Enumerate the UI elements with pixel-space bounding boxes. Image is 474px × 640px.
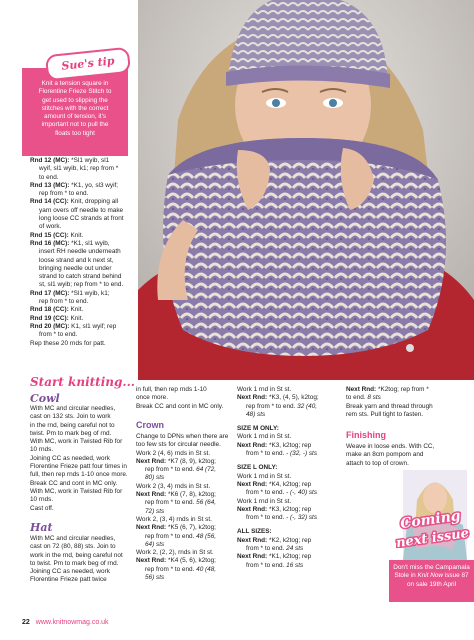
finishing-heading: Finishing (346, 430, 386, 440)
stitch-count: - (-, 40) sts (286, 489, 318, 497)
pattern-row-text: *Sl1 wyib, sl1 (69, 157, 110, 164)
hat-heading: Hat (30, 521, 53, 534)
col3-line (237, 489, 341, 497)
hat-line: to twist. Pm to mark beg of rnd. (30, 559, 119, 567)
cowl-line: cast on 132 sts. Join to work (30, 413, 111, 421)
pattern-row-line (30, 273, 136, 281)
col3-line (237, 553, 341, 561)
tip-line: get used to slipping the (42, 96, 108, 104)
start-knitting-heading: Start knitting... (30, 375, 135, 389)
col3-line (237, 425, 341, 433)
tip-line: stitches with the correct (41, 104, 109, 112)
tip-body (26, 80, 124, 138)
instruction-text: *K3, k2tog; rep (267, 441, 312, 449)
cowl-line: 10 rnds. (30, 496, 54, 504)
instruction-text: rep from * to end. (145, 466, 197, 474)
crown-line (136, 433, 230, 441)
crown-line (136, 441, 230, 449)
crown-line (136, 458, 230, 466)
hat-line: With MC and circular needles, (30, 535, 116, 542)
crown-line (136, 483, 230, 491)
col3-line (237, 514, 341, 522)
intro-line: Break CC and cont in MC only. (136, 402, 224, 410)
cowl-line: Break CC and cont in MC only. (30, 479, 118, 487)
stitch-count: 80) sts (145, 474, 165, 482)
pattern-row-text: *K1, sl1 wyib, (69, 239, 110, 247)
col3-line (237, 498, 341, 506)
crown-line (136, 474, 230, 482)
pattern-row-text: Knit. (68, 306, 84, 314)
column-2-intro (136, 386, 230, 411)
instruction-text: too few sts for circular needle. (136, 441, 221, 449)
tip-line: floats too tight (55, 129, 95, 137)
hat-line: work in the rnd, being careful not (30, 551, 123, 559)
instruction-text: *K2, k2tog; rep (267, 536, 312, 544)
size-heading: ALL SIZES: (237, 528, 272, 536)
coming-next-issue-banner (389, 506, 474, 548)
next-rnd-label: Next Rnd: (237, 480, 268, 488)
pattern-row-line (30, 248, 136, 256)
crown-line (136, 524, 230, 532)
crown-line (136, 557, 230, 565)
pattern-row-label: Rnd 14 (CC): (30, 198, 69, 206)
crown-line (136, 450, 230, 458)
pattern-row-text: wyif, sl1 wyib, k1; rep from * (39, 165, 119, 173)
instruction-text: *K3, k2tog; rep (267, 505, 312, 513)
hat-line: cast on 72 (80, 88) sts. Join to (30, 543, 116, 551)
pattern-row-label: Rnd 19 (CC): (30, 314, 69, 322)
stitch-count: 32 (40, (297, 402, 318, 410)
finishing-line: Weave in loose ends. With CC, (346, 443, 435, 450)
tip-line: Florentine Frieze Stitch to (38, 88, 112, 96)
stitch-count: 72) sts (145, 507, 165, 515)
hat-line: Florentine Frieze patt twice (30, 576, 107, 584)
intro-line: in full, then rep rnds 1-10 (136, 386, 207, 393)
website-url[interactable]: www.knitnowmag.co.uk (35, 619, 109, 626)
col3-line (237, 394, 341, 402)
crown-line (136, 566, 230, 574)
next-rnd-label: Next Rnd: (237, 394, 268, 402)
hat-line: Joining CC as needed, work (30, 568, 110, 576)
instruction-text: from * to end. (246, 545, 287, 553)
pattern-row-line (30, 215, 136, 223)
instruction-text: Work 2 (4, 6) rnds in St st. (136, 449, 211, 457)
pattern-rows (30, 157, 136, 348)
cowl-line: Florentine Frieze patt four times in (30, 463, 127, 471)
finishing-line: attach to top of crown. (346, 459, 409, 467)
next-rnd-label: Next Rnd: (136, 557, 167, 565)
pattern-row-text: K1, sl1 wyif; rep (69, 322, 117, 330)
pattern-row-label: Rnd 20 (MC): (30, 322, 70, 330)
crown-line (136, 508, 230, 516)
crown-line (136, 533, 230, 541)
pattern-row-text: Knit. (68, 231, 84, 239)
finishing-instructions (346, 443, 456, 468)
instruction-text: Work 2, (3, 4) rnds in St st. (136, 515, 212, 523)
cowl-line: Joining CC as needed, work (30, 454, 110, 462)
next-issue-box (389, 560, 474, 602)
pattern-row-line (30, 257, 136, 265)
next-issue-line3: on sale 19th April (406, 580, 457, 588)
pattern-row-line (30, 165, 136, 173)
pattern-row-text: rep from * to end. (39, 298, 89, 306)
pattern-row-line (30, 281, 136, 289)
pattern-row-line (30, 198, 136, 206)
stitch-count: - (-, 32) sts (286, 514, 318, 522)
pattern-row-text: long loose CC strands at front (39, 215, 124, 223)
col3-line (237, 506, 341, 514)
cowl-line: With MC and circular needles, (30, 405, 116, 412)
pattern-row-line (30, 190, 136, 198)
crown-line (136, 499, 230, 507)
pattern-row-line (30, 323, 136, 331)
instruction-text: Work 2, (2, 2), rnds in St st. (136, 549, 214, 557)
cowl-line: Cast off. (30, 504, 54, 512)
instruction-text: from * to end. (246, 561, 287, 569)
col3-line (237, 537, 341, 545)
cowl-line: 10 rnds. (30, 446, 54, 454)
pattern-row-line (30, 240, 136, 248)
pattern-row-line (30, 174, 136, 182)
model-illustration (138, 0, 474, 380)
next-rnd-label: Next Rnd: (136, 524, 167, 532)
cowl-line: With MC, work in Twisted Rib for (30, 438, 123, 446)
pattern-row-line (30, 315, 136, 323)
col4-line (346, 386, 456, 394)
pattern-row-label: Rnd 18 (CC): (30, 306, 69, 314)
stitch-count: 8 sts (367, 394, 381, 402)
pattern-row-text: bringing needle out under (39, 264, 112, 272)
cowl-instructions (30, 405, 140, 513)
instruction-text: Break yarn and thread through (346, 402, 433, 410)
pattern-row-text: strand to catch strand behind (39, 273, 122, 281)
pattern-row-line (30, 306, 136, 314)
pattern-row-line (30, 331, 136, 339)
page-footer (22, 618, 109, 627)
stitch-count: 64) sts (145, 540, 165, 548)
stitch-count: 56) sts (145, 574, 165, 582)
instruction-text: rem sts. Pull tight to fasten. (346, 410, 424, 418)
next-issue-line1: Don't miss the Campamala (393, 564, 470, 571)
pattern-row-line (30, 232, 136, 240)
next-rnd-label: Next Rnd: (237, 441, 268, 449)
instruction-text: Work 1 rnd in St st. (237, 386, 292, 393)
cowl-line: twist. Pm to mark beg of rnd. (30, 429, 112, 437)
intro-line: once more. (136, 394, 168, 402)
col3-line (237, 528, 341, 536)
instruction-text: Work 1 rnd in St st. (237, 472, 292, 480)
stitch-count: 24 sts (286, 545, 304, 553)
instruction-text: Work 1 rnd in St st. (237, 433, 292, 441)
instruction-text: *K5 (6, 7), k2tog; (166, 524, 216, 532)
crown-line (136, 549, 230, 557)
tip-line: amount of tension, it's (44, 113, 106, 121)
col3-line (237, 433, 341, 441)
pattern-row-label: Rnd 12 (MC): (30, 157, 70, 164)
next-rnd-label: Next Rnd: (136, 491, 167, 499)
instruction-text: *K6 (7, 8), k2tog; (166, 491, 216, 499)
pattern-row-label: Rnd 13 (MC): (30, 181, 70, 189)
col3-line (237, 411, 341, 419)
column-4-instructions (346, 386, 456, 419)
next-rnd-label: Next Rnd: (237, 536, 268, 544)
crown-instructions (136, 433, 230, 582)
instruction-text: Work 2 (3, 4) rnds in St st. (136, 482, 211, 490)
cowl-line: in the rnd, being careful not to (30, 421, 115, 429)
instruction-text: *K4 (5, 6), k2tog; (166, 557, 216, 565)
instruction-text: *K2tog; rep from * (376, 386, 429, 393)
finishing-line: make an 8cm pompom and (346, 451, 424, 459)
size-heading: SIZE M ONLY: (237, 425, 279, 433)
pattern-row-text: *Sl1 wyib, k1; (69, 289, 110, 297)
crown-line (136, 574, 230, 582)
pattern-row-text: Knit, dropping all (68, 198, 119, 206)
next-rnd-label: Next Rnd: (237, 505, 268, 513)
pattern-row-line (30, 223, 136, 231)
col3-line (237, 386, 341, 394)
crown-line (136, 541, 230, 549)
pattern-row-text: from * to end. (39, 331, 78, 339)
col3-line (237, 442, 341, 450)
tip-title: Sue's tip (45, 47, 131, 82)
column-3-instructions (237, 386, 341, 570)
stitch-count: - (32, -) sts (286, 450, 318, 458)
pattern-row-line (30, 298, 136, 306)
tip-line: Knit a tension square in (41, 80, 109, 87)
tip-line: important not to pull the (41, 121, 109, 129)
crown-line (136, 466, 230, 474)
coming-next-issue-title (389, 506, 474, 548)
stitch-count: 40 (48, (196, 565, 217, 573)
instruction-text: from * to end. (246, 450, 287, 458)
next-issue-line2: Stole in Knit Now issue 87 (394, 572, 469, 580)
pattern-row-text: *K1, yo, sl3 wyif; (69, 181, 119, 189)
col3-line (237, 545, 341, 553)
col4-line (346, 403, 456, 411)
col3-line (237, 473, 341, 481)
instruction-text: *K3, (4, 5), k2tog; (267, 394, 319, 402)
instruction-text: from * to end. (246, 489, 287, 497)
cowl-photo (138, 0, 474, 380)
stitch-count: 48 (56, (196, 532, 217, 540)
pattern-row-line (30, 265, 136, 273)
cowl-line: With MC, work in Twisted Rib for (30, 487, 123, 495)
pattern-row-label: Rnd 16 (MC): (30, 239, 70, 247)
crown-line (136, 516, 230, 524)
pattern-row-text: loose strand and k next st, (39, 256, 114, 264)
col3-line (237, 562, 341, 570)
col4-line (346, 394, 456, 402)
crown-heading: Crown (136, 420, 164, 430)
stitch-count: 56 (64, (196, 499, 217, 507)
instruction-text: rep from * to end. (145, 532, 197, 540)
stitch-count: 64 (72, (196, 466, 217, 474)
pattern-row-text: rep from * to end. (39, 190, 89, 198)
col3-line (237, 403, 341, 411)
pattern-row-label: Rnd 17 (MC): (30, 289, 70, 297)
cowl-heading: Cowl (30, 392, 60, 405)
pattern-row-line (30, 290, 136, 298)
col4-line (346, 411, 456, 419)
pattern-row-line (30, 157, 136, 165)
pattern-row-line (30, 182, 136, 190)
instruction-text: to end. (346, 394, 368, 402)
stitch-count: 16 sts (286, 561, 304, 569)
col3-line (237, 481, 341, 489)
pattern-row-line (30, 207, 136, 215)
coming-title-line1: Coming (399, 507, 462, 533)
pattern-row-text: of work. (39, 223, 62, 231)
pattern-row-text: insert RH needle underneath (39, 248, 121, 256)
hat-instructions (30, 535, 140, 585)
next-rnd-label: Next Rnd: (237, 553, 268, 561)
instruction-text: from * to end. (246, 514, 287, 522)
crown-line (136, 491, 230, 499)
instruction-text: *K1, k2tog; rep (267, 553, 312, 561)
instruction-text: *K4, k2tog; rep (267, 480, 312, 488)
instruction-text: Change to DPNs when there are (136, 433, 229, 440)
col3-line (237, 464, 341, 472)
pattern-row-text: Knit. (68, 314, 84, 322)
page-number: 22 (22, 619, 30, 626)
rep-note: Rep these 20 rnds for patt. (30, 339, 106, 347)
instruction-text: rep from * to end. (246, 402, 298, 410)
pattern-row-text: yarn overs off needle to make (39, 206, 124, 214)
instruction-text: rep from * to end. (145, 499, 197, 507)
col3-line (237, 450, 341, 458)
cowl-line: full, then rep rnds 1-10 once more. (30, 471, 128, 479)
size-heading: SIZE L ONLY: (237, 464, 278, 472)
pattern-row-text: to end. (39, 173, 59, 181)
coming-title-line2: next issue (395, 526, 470, 548)
pattern-row-label: Rnd 15 (CC): (30, 231, 69, 239)
instruction-text: Work 1 rnd in St st. (237, 497, 292, 505)
instruction-text: *K7 (8, 9), k2tog; (166, 457, 216, 465)
next-rnd-label: Next Rnd: (346, 386, 377, 393)
stitch-count: 48) sts (246, 410, 266, 418)
instruction-text: rep from * to end. (145, 565, 197, 573)
next-rnd-label: Next Rnd: (136, 457, 167, 465)
pattern-row-text: st, sl1 wyib; rep from * to end. (39, 281, 124, 289)
